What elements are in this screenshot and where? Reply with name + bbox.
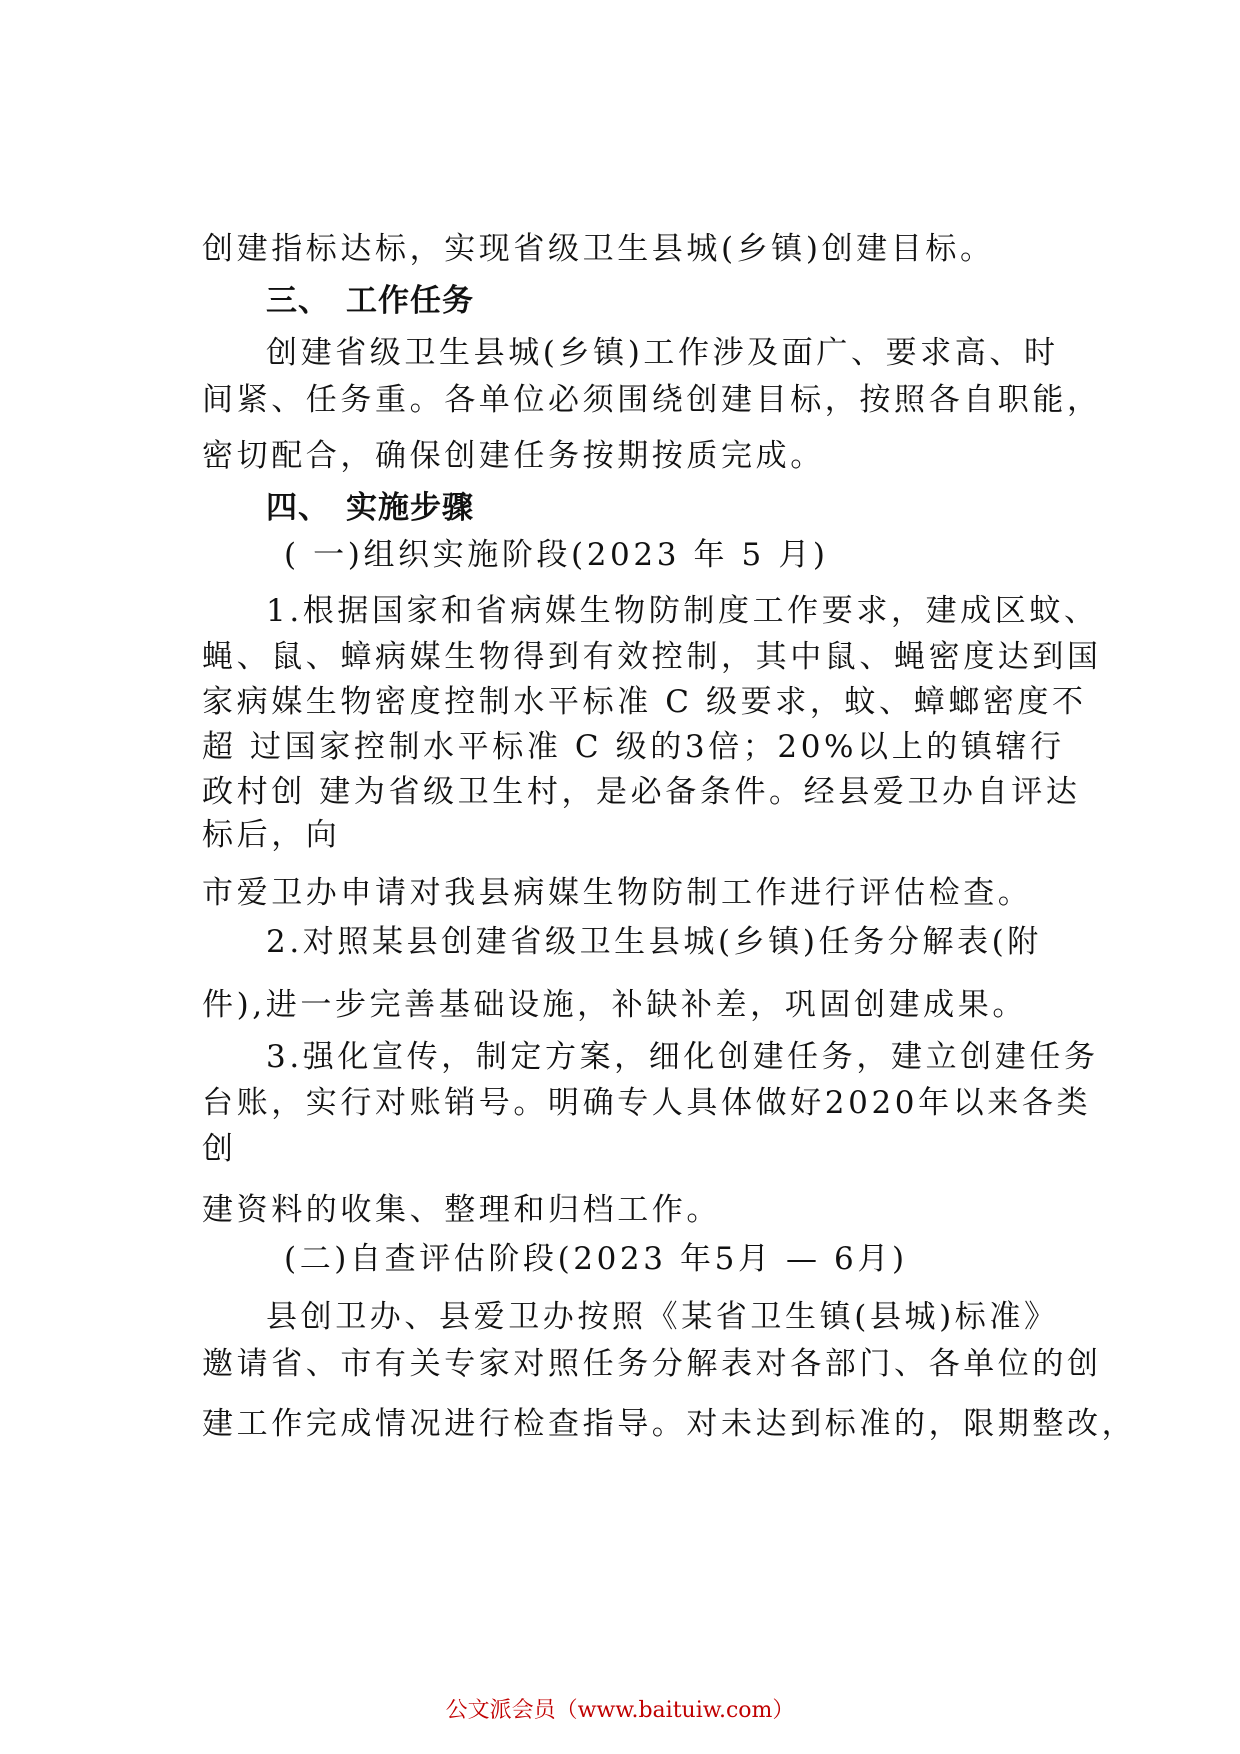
body-line: 间紧、任务重。各单位必须围绕创建目标，按照各自职能， [202, 382, 1102, 418]
body-line: 建工作完成情况进行检查指导。对未达到标准的，限期整改， [202, 1406, 1137, 1442]
body-line: 邀请省、市有关专家对照任务分解表对各部门、各单位的创 [202, 1346, 1102, 1382]
body-line: 蝇、鼠、蟑病媒生物得到有效控制，其中鼠、蝇密度达到国 [202, 639, 1102, 675]
body-line: 标后，向 [202, 817, 341, 853]
body-line: 创建指标达标，实现省级卫生县城(乡镇)创建目标。 [202, 231, 995, 267]
body-line: 件),进一步完善基础设施，补缺补差，巩固创建成果。 [202, 987, 1027, 1023]
body-line: 建资料的收集、整理和归档工作。 [202, 1192, 721, 1228]
body-line: 台账，实行对账销号。明确专人具体做好2020年以来各类 [202, 1085, 1092, 1121]
body-line: 超 过国家控制水平标准 C 级的3倍；20%以上的镇辖行 [202, 729, 1065, 765]
section-number: 四、 [266, 490, 330, 526]
body-line: 创 [202, 1131, 237, 1167]
subsection-heading: (二)自查评估阶段(2023 年5月 — 6月) [284, 1241, 908, 1277]
section-title: 实施步骤 [346, 490, 474, 526]
body-line: 家病媒生物密度控制水平标准 C 级要求，蚊、蟑螂密度不 [202, 684, 1087, 720]
body-line: 县创卫办、县爱卫办按照《某省卫生镇(县城)标准》 [266, 1299, 1059, 1335]
footer-link[interactable]: （www.baituiw.com） [555, 1698, 795, 1723]
footer-watermark [0, 1696, 1240, 1726]
body-line: 市爱卫办申请对我县病媒生物防制工作进行评估检查。 [202, 875, 1033, 911]
subsection-heading: ( 一)组织实施阶段(2023 年 5 月) [284, 537, 829, 573]
body-line: 密切配合，确保创建任务按期按质完成。 [202, 438, 825, 474]
section-heading-3 [266, 281, 474, 321]
section-heading-4 [266, 488, 474, 528]
footer-brand: 公文派会员 [445, 1698, 556, 1723]
section-title: 工作任务 [346, 283, 474, 319]
body-line: 3.强化宣传，制定方案，细化创建任务，建立创建任务 [266, 1039, 1099, 1075]
body-line: 1.根据国家和省病媒生物防制度工作要求，建成区蚊、 [266, 593, 1099, 629]
body-line: 政村创 建为省级卫生村，是必备条件。经县爱卫办自评达 [202, 774, 1081, 810]
section-number: 三、 [266, 283, 330, 319]
body-line: 2.对照某县创建省级卫生县城(乡镇)任务分解表(附 [266, 924, 1042, 960]
body-line: 创建省级卫生县城(乡镇)工作涉及面广、要求高、时 [266, 335, 1059, 371]
